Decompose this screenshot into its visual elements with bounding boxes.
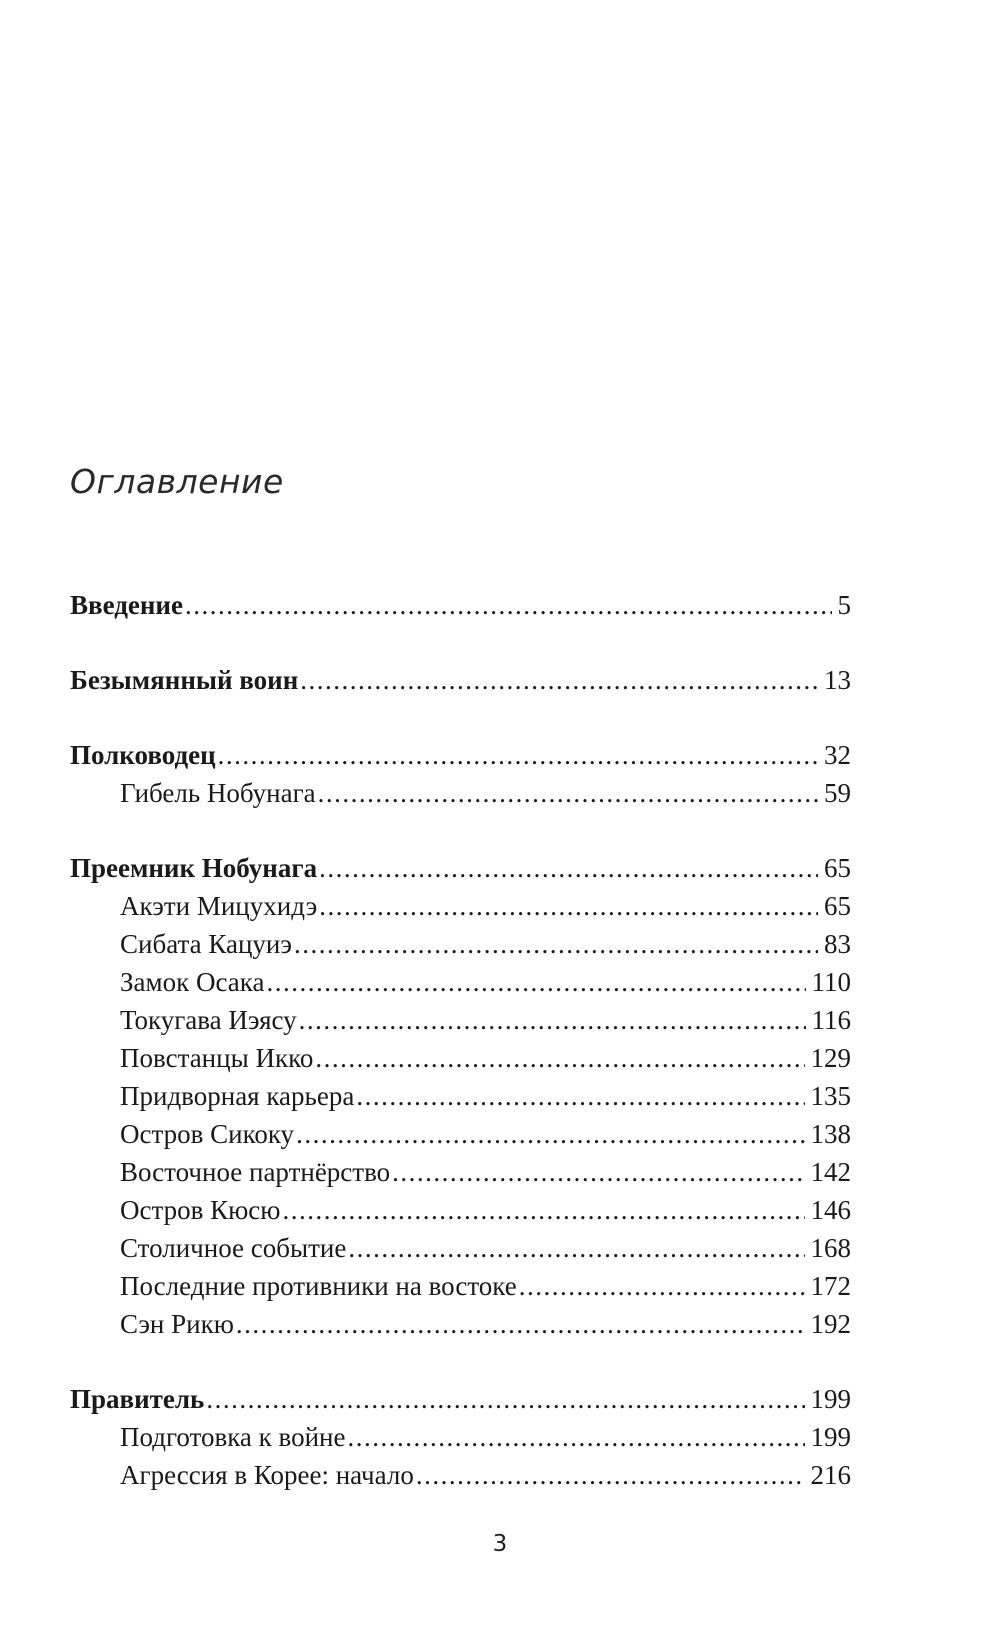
subsection-title: Гибель Нобунага xyxy=(120,778,316,808)
toc-subsection-entry xyxy=(70,1456,851,1494)
toc-chapter-entry xyxy=(70,661,851,699)
dot-leader xyxy=(347,1418,804,1456)
dot-leader xyxy=(266,963,805,1001)
toc-subsection-entry xyxy=(70,774,851,812)
toc-subsection-entry xyxy=(70,1305,851,1343)
dot-leader xyxy=(315,1039,804,1077)
dot-leader xyxy=(319,849,818,887)
toc-subsection-entry xyxy=(70,1229,851,1267)
chapter-title: Введение xyxy=(70,590,183,620)
page-ref: 146 xyxy=(810,1195,851,1225)
toc-subsection-entry xyxy=(70,1115,851,1153)
toc-chapter-entry xyxy=(70,736,851,774)
dot-leader xyxy=(218,736,818,774)
toc-section xyxy=(70,736,851,812)
toc-chapter-entry xyxy=(70,849,851,887)
page-ref: 13 xyxy=(824,665,851,695)
dot-leader xyxy=(392,1153,804,1191)
dot-leader xyxy=(296,1115,804,1153)
toc-subsection-entry xyxy=(70,1153,851,1191)
chapter-title: Безымянный воин xyxy=(70,665,299,695)
dot-leader xyxy=(319,887,818,925)
chapter-title: Правитель xyxy=(70,1384,205,1414)
toc-subsection-entry xyxy=(70,1001,851,1039)
dot-leader xyxy=(206,1380,804,1418)
page-ref: 199 xyxy=(810,1422,851,1452)
table-of-contents xyxy=(70,586,851,1531)
toc-section xyxy=(70,1380,851,1494)
toc-subsection-entry xyxy=(70,1191,851,1229)
page-ref: 83 xyxy=(824,929,851,959)
toc-subsection-entry xyxy=(70,1077,851,1115)
page-ref: 59 xyxy=(824,778,851,808)
page-ref: 142 xyxy=(810,1157,851,1187)
page-ref: 216 xyxy=(810,1460,851,1490)
page-ref: 5 xyxy=(837,590,851,620)
toc-subsection-entry xyxy=(70,1039,851,1077)
subsection-title: Агрессия в Корее: начало xyxy=(120,1460,414,1490)
dot-leader xyxy=(348,1229,804,1267)
chapter-title: Полководец xyxy=(70,740,216,770)
toc-subsection-entry xyxy=(70,1267,851,1305)
page-ref: 65 xyxy=(824,853,851,883)
subsection-title: Столичное событие xyxy=(120,1233,347,1263)
dot-leader xyxy=(318,774,818,812)
toc-section xyxy=(70,661,851,699)
subsection-title: Сэн Рикю xyxy=(120,1309,234,1339)
dot-leader xyxy=(356,1077,804,1115)
toc-section xyxy=(70,849,851,1343)
toc-heading: Оглавление xyxy=(70,462,284,501)
subsection-title: Повстанцы Икко xyxy=(120,1043,314,1073)
subsection-title: Восточное партнёрство xyxy=(120,1157,391,1187)
dot-leader xyxy=(519,1267,805,1305)
subsection-title: Придворная карьера xyxy=(120,1081,355,1111)
page-ref: 199 xyxy=(810,1384,851,1414)
dot-leader xyxy=(300,661,818,699)
page-ref: 172 xyxy=(810,1271,851,1301)
subsection-title: Акэти Мицухидэ xyxy=(120,891,318,921)
subsection-title: Токугава Иэясу xyxy=(120,1005,297,1035)
dot-leader xyxy=(185,586,832,624)
subsection-title: Остров Кюсю xyxy=(120,1195,281,1225)
page-ref: 192 xyxy=(810,1309,851,1339)
chapter-title: Преемник Нобунага xyxy=(70,853,318,883)
toc-chapter-entry xyxy=(70,586,851,624)
page-ref: 129 xyxy=(810,1043,851,1073)
dot-leader xyxy=(299,1001,806,1039)
toc-subsection-entry xyxy=(70,925,851,963)
toc-chapter-entry xyxy=(70,1380,851,1418)
page-number: 3 xyxy=(492,1531,508,1557)
subsection-title: Сибата Кацуиэ xyxy=(120,929,292,959)
subsection-title: Подготовка к войне xyxy=(120,1422,346,1452)
toc-subsection-entry xyxy=(70,963,851,1001)
subsection-title: Остров Сикоку xyxy=(120,1119,295,1149)
page-ref: 168 xyxy=(810,1233,851,1263)
subsection-title: Последние противники на востоке xyxy=(120,1271,517,1301)
dot-leader xyxy=(294,925,818,963)
page-ref: 135 xyxy=(810,1081,851,1111)
toc-section xyxy=(70,586,851,624)
dot-leader xyxy=(236,1305,805,1343)
subsection-title: Замок Осака xyxy=(120,967,265,997)
dot-leader xyxy=(282,1191,804,1229)
page-ref: 110 xyxy=(811,967,851,997)
page-ref: 138 xyxy=(810,1119,851,1149)
page-ref: 116 xyxy=(811,1005,851,1035)
page-ref: 32 xyxy=(824,740,851,770)
toc-subsection-entry xyxy=(70,887,851,925)
page-ref: 65 xyxy=(824,891,851,921)
toc-subsection-entry xyxy=(70,1418,851,1456)
dot-leader xyxy=(416,1456,805,1494)
